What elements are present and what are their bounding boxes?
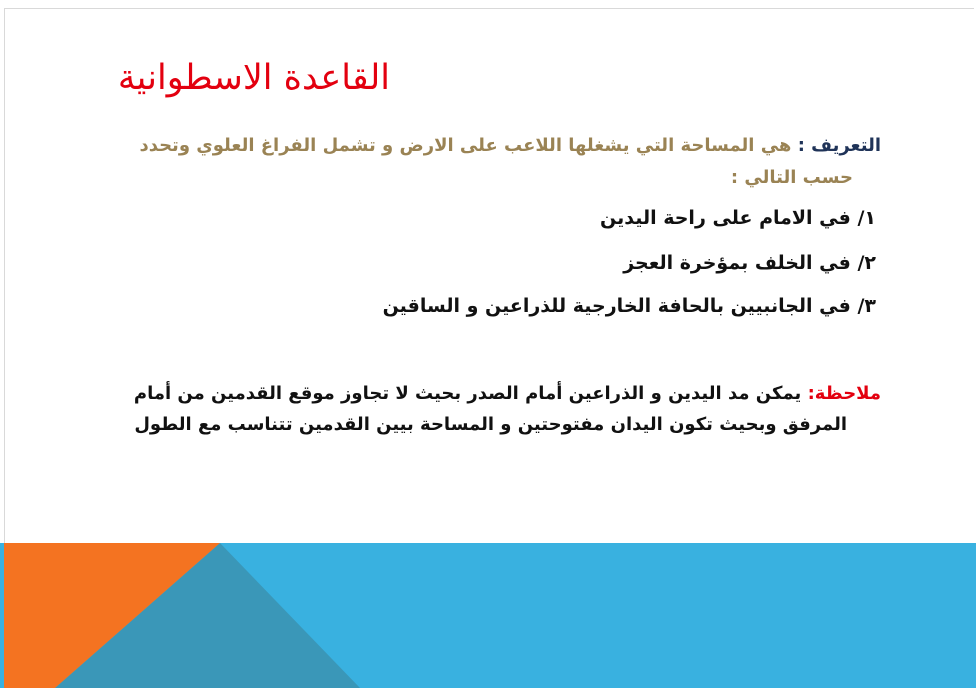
definition-line-2: حسب التالي : [730,167,853,188]
definition-label: التعريف : [797,135,881,156]
note-text-1: يمكن مد اليدين و الذراعين أمام الصدر بحيث لا تجاوز موقع القدمين من أمام [133,383,802,404]
definition-text-1: هي المساحة التي يشغلها اللاعب على الارض و تشمل الفراغ العلوي وتحدد [139,135,792,156]
note-label: ملاحظة: [807,383,881,404]
slide-title: القاعدة الاسطوانية [117,58,390,98]
definition-block [121,130,881,194]
definition-line-1 [121,130,881,162]
list-item-sides: ٣/ في الجانبيين بالحافة الخارجية للذراعين و الساقين [382,295,876,317]
list-item-back: ٢/ في الخلف بمؤخرة العجز [623,252,876,274]
list-item-front: ١/ في الامام على راحة اليدين [599,207,876,229]
note-block [131,378,881,440]
footer-decoration [0,543,976,688]
note-line-1 [131,378,881,409]
note-line-2: المرفق وبحيث تكون اليدان مفتوحتين و المساحة بيين القدمين تتناسب مع الطول [134,414,847,435]
